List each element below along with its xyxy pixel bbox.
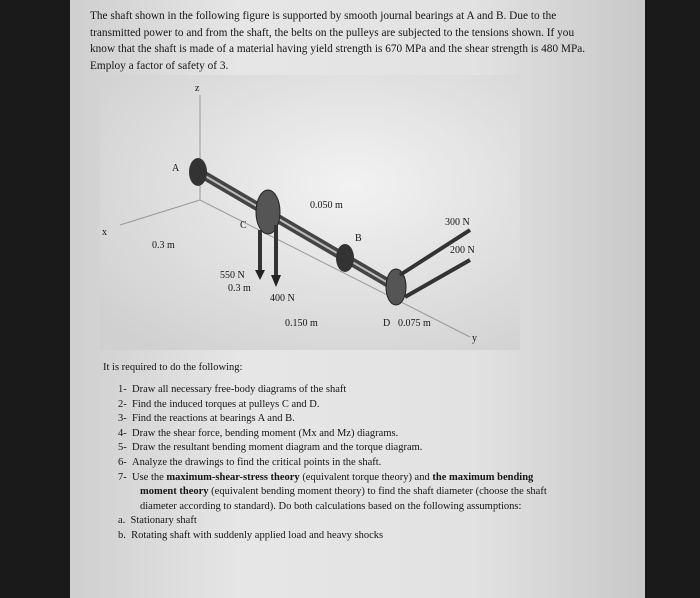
bearing-a bbox=[189, 158, 207, 186]
label-03m-b: 0.3 m bbox=[228, 283, 251, 294]
task-number: 4- bbox=[118, 427, 127, 439]
label-400n: 400 N bbox=[270, 293, 295, 304]
task-item bbox=[118, 383, 548, 398]
bold-theory-name: maximum-shear-stress theory bbox=[166, 471, 300, 483]
task-item-7 bbox=[118, 471, 548, 515]
label-200n: 200 N bbox=[450, 245, 475, 256]
task-text: Draw all necessary free-body diagrams of the shaft bbox=[132, 384, 347, 395]
task-number: 5- bbox=[118, 442, 127, 454]
task-item bbox=[118, 441, 548, 456]
task-item bbox=[118, 456, 548, 471]
shaft-diagram bbox=[100, 75, 520, 350]
task-list bbox=[118, 383, 548, 544]
task-text: Find the induced torques at pulleys C and D. bbox=[132, 398, 320, 410]
assumption-item bbox=[118, 514, 548, 529]
bold-theory-name: the maximum bending moment theory bbox=[140, 471, 534, 498]
x-axis bbox=[120, 200, 200, 225]
task-text: Draw the shear force, bending moment (Mx and Mz) diagrams. bbox=[132, 427, 399, 439]
problem-statement: The shaft shown in the following figure is supported by smooth journal bearings at A and B. Due to the transmitted power to and from the shaft, the belts on the pulleys are subjected to the tensions shown. If you know that the shaft is made of a material having yield strength is 670 MPa and the shear strength is 480 MPa. Employ a factor of safety of 3. bbox=[90, 10, 586, 72]
label-300n: 300 N bbox=[445, 217, 470, 228]
task-text: Find the reactions at bearings A and B. bbox=[132, 413, 295, 425]
label-c: C bbox=[240, 220, 247, 231]
assumption-text: Rotating shaft with suddenly applied load and heavy shocks bbox=[131, 529, 384, 541]
task-text: Analyze the drawings to find the critical points in the shaft. bbox=[132, 456, 382, 468]
assumption-letter: a. bbox=[118, 515, 126, 527]
task-item bbox=[118, 398, 548, 413]
assumption-text: Stationary shaft bbox=[130, 515, 197, 527]
label-b: B bbox=[355, 233, 362, 244]
task-number: 6- bbox=[118, 456, 127, 468]
task-text: Use the bbox=[132, 471, 167, 483]
label-z: z bbox=[195, 83, 200, 94]
task-text: Draw the resultant bending moment diagram and the torque diagram. bbox=[132, 442, 423, 454]
label-x: x bbox=[102, 227, 107, 238]
task-number: 7- bbox=[118, 471, 127, 483]
task-item bbox=[118, 427, 548, 442]
shaft-figure bbox=[100, 75, 520, 350]
label-03m-a: 0.3 m bbox=[152, 240, 175, 251]
label-d: D bbox=[383, 318, 391, 329]
label-a: A bbox=[172, 163, 180, 174]
task-item bbox=[118, 412, 548, 427]
task-text: (equivalent torque theory) and bbox=[299, 471, 433, 483]
arrow-550-icon bbox=[255, 270, 265, 280]
label-0050: 0.050 m bbox=[310, 200, 343, 211]
label-0075: 0.075 m bbox=[398, 318, 431, 329]
arrow-400-icon bbox=[271, 275, 281, 287]
assumption-letter: b. bbox=[118, 529, 126, 541]
label-550n: 550 N bbox=[220, 270, 245, 281]
requirements-heading: It is required to do the following: bbox=[103, 362, 243, 373]
label-y: y bbox=[472, 333, 477, 344]
label-0150: 0.150 m bbox=[285, 318, 318, 329]
task-text: (equivalent bending moment theory) to find the shaft diameter (choose the shaft diameter according to standard). Do both calculations based on the following assumptions: bbox=[140, 486, 547, 512]
task-number: 2- bbox=[118, 398, 127, 410]
assumption-item bbox=[118, 529, 548, 544]
task-number: 1- bbox=[118, 384, 127, 395]
task-number: 3- bbox=[118, 413, 127, 425]
bearing-b bbox=[336, 244, 354, 272]
